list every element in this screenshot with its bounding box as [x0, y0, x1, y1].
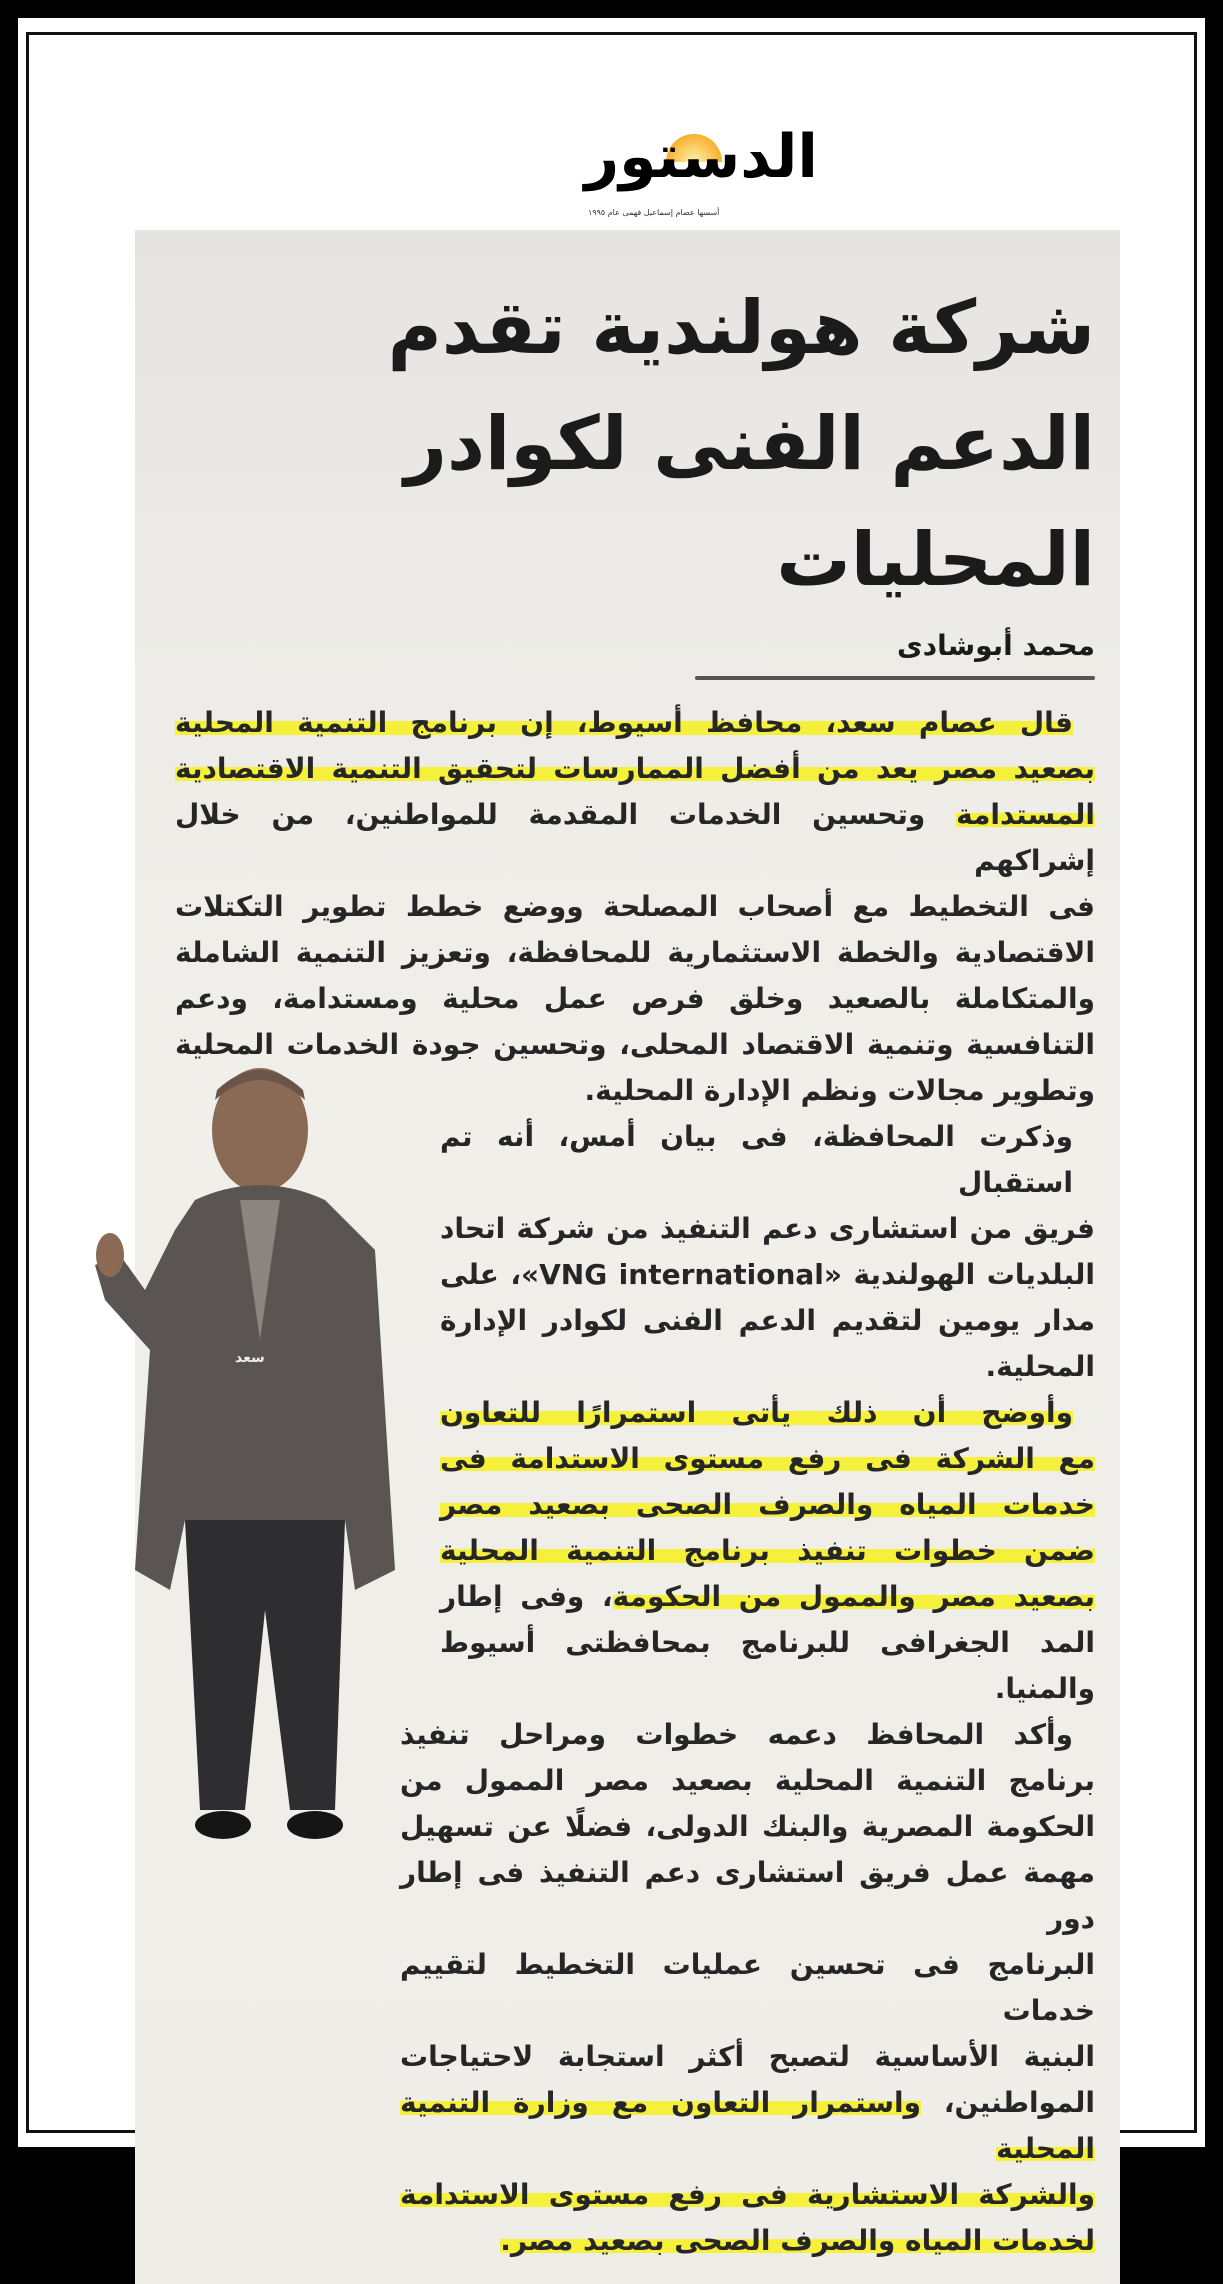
- text-segment: فى التخطيط مع أصحاب المصلحة ووضع خطط تطوير التكتلات: [175, 890, 1095, 923]
- text-line: [175, 976, 1095, 1022]
- text-line: [400, 2080, 1095, 2172]
- text-line: [175, 884, 1095, 930]
- headline-line: شركة هولندية تقدم: [387, 285, 1095, 371]
- text-segment: المحلية.: [985, 1350, 1095, 1383]
- text-line: [440, 1252, 1095, 1298]
- highlighted-text: لخدمات المياه والصرف الصحى بصعيد مصر.: [500, 2224, 1095, 2257]
- text-line: [400, 1850, 1095, 1942]
- text-segment: المد الجغرافى للبرنامج بمحافظتى أسيوط: [440, 1626, 1095, 1659]
- byline: محمد أبوشادى: [897, 629, 1095, 662]
- highlighted-text: قال عصام سعد، محافظ أسيوط، إن برنامج التنمية المحلية: [175, 706, 1073, 739]
- text-segment: البرنامج فى تحسين عمليات التخطيط لتقييم خدمات: [400, 1948, 1095, 2027]
- highlighted-text: بصعيد مصر والممول من الحكومة: [612, 1580, 1095, 1613]
- text-segment: الحكومة المصرية والبنك الدولى، فضلًا عن تسهيل: [400, 1810, 1095, 1843]
- highlighted-text: مع الشركة فى رفع مستوى الاستدامة فى: [440, 1442, 1095, 1475]
- text-segment: المواطنين،: [921, 2086, 1095, 2119]
- text-line: [440, 1206, 1095, 1252]
- highlighted-text: بصعيد مصر يعد من أفضل الممارسات لتحقيق التنمية الاقتصادية: [175, 752, 1095, 785]
- text-line: [440, 1344, 1095, 1390]
- headline-line: الدعم الفنى لكوادر المحليات: [404, 401, 1095, 603]
- text-segment: وذكرت المحافظة، فى بيان أمس، أنه تم استقبال: [440, 1120, 1073, 1199]
- text-segment: الاقتصادية والخطة الاستثمارية للمحافظة، وتعزيز التنمية الشاملة: [175, 936, 1095, 969]
- article: [135, 230, 1120, 2284]
- text-segment: وتحسين الخدمات المقدمة للمواطنين، من خلال إشراكهم: [175, 798, 1095, 877]
- text-segment: والمنيا.: [994, 1672, 1095, 1705]
- highlighted-text: والشركة الاستشارية فى رفع مستوى الاستدامة: [400, 2178, 1095, 2211]
- headline: [175, 270, 1095, 618]
- text-line: [400, 1758, 1095, 1804]
- text-line: [440, 1436, 1095, 1482]
- text-line: [175, 1022, 1095, 1068]
- text-segment: التنافسية وتنمية الاقتصاد المحلى، وتحسين جودة الخدمات المحلية: [175, 1028, 1095, 1061]
- paragraph: [400, 1712, 1095, 2264]
- masthead-tagline: أسسها عصام إسماعيل فهمى عام ١٩٩٥: [588, 208, 720, 217]
- text-line: [400, 1804, 1095, 1850]
- text-line: [400, 2172, 1095, 2218]
- text-line: [400, 2034, 1095, 2080]
- paragraph: [175, 700, 1095, 1114]
- text-segment: والمتكاملة بالصعيد وخلق فرص عمل محلية ومستدامة، ودعم: [175, 982, 1095, 1015]
- highlighted-text: واستمرار التعاون مع وزارة التنمية المحلية: [400, 2086, 1095, 2165]
- text-segment: مدار يومين لتقديم الدعم الفنى لكوادر الإدارة: [440, 1304, 1095, 1337]
- text-line: [440, 1666, 1095, 1712]
- text-line: [175, 792, 1095, 884]
- text-segment: مهمة عمل فريق استشارى دعم التنفيذ فى إطار دور: [400, 1856, 1095, 1935]
- text-line: [440, 1298, 1095, 1344]
- highlighted-text: وأوضح أن ذلك يأتى استمرارًا للتعاون: [440, 1396, 1073, 1429]
- text-line: [440, 1482, 1095, 1528]
- article-body: [175, 270, 1095, 2264]
- text-line: [175, 700, 1095, 746]
- photo-caption: سعد: [235, 1350, 265, 1366]
- text-line: [400, 2218, 1095, 2264]
- text-segment: وأكد المحافظ دعمه خطوات ومراحل تنفيذ: [400, 1718, 1073, 1751]
- text-line: [440, 1528, 1095, 1574]
- text-line: [175, 746, 1095, 792]
- highlighted-text: المستدامة: [956, 798, 1095, 831]
- paragraph: [440, 1114, 1095, 1390]
- text-segment: البلديات الهولندية «VNG international»، على: [440, 1258, 1096, 1291]
- highlighted-text: خدمات المياه والصرف الصحى بصعيد مصر: [440, 1488, 1095, 1521]
- text-segment: وتطوير مجالات ونظم الإدارة المحلية.: [584, 1074, 1095, 1107]
- text-line: [440, 1114, 1095, 1206]
- masthead-name: الدستور: [584, 122, 818, 192]
- text-segment: فريق من استشارى دعم التنفيذ من شركة اتحاد: [440, 1212, 1095, 1245]
- text-line: [440, 1620, 1095, 1666]
- text-line: [400, 1712, 1095, 1758]
- text-segment: ، وفى إطار: [440, 1580, 613, 1613]
- text-segment: برنامج التنمية المحلية بصعيد مصر الممول من: [400, 1764, 1095, 1797]
- text-line: [175, 930, 1095, 976]
- paragraph: [440, 1390, 1095, 1712]
- text-segment: البنية الأساسية لتصبح أكثر استجابة لاحتياجات: [400, 2040, 1095, 2073]
- text-line: [400, 1942, 1095, 2034]
- text-line: [175, 1068, 1095, 1114]
- highlighted-text: ضمن خطوات تنفيذ برنامج التنمية المحلية: [440, 1534, 1095, 1567]
- text-line: [440, 1390, 1095, 1436]
- masthead-logo: [548, 118, 818, 228]
- text-line: [440, 1574, 1095, 1620]
- byline-rule: [695, 676, 1095, 680]
